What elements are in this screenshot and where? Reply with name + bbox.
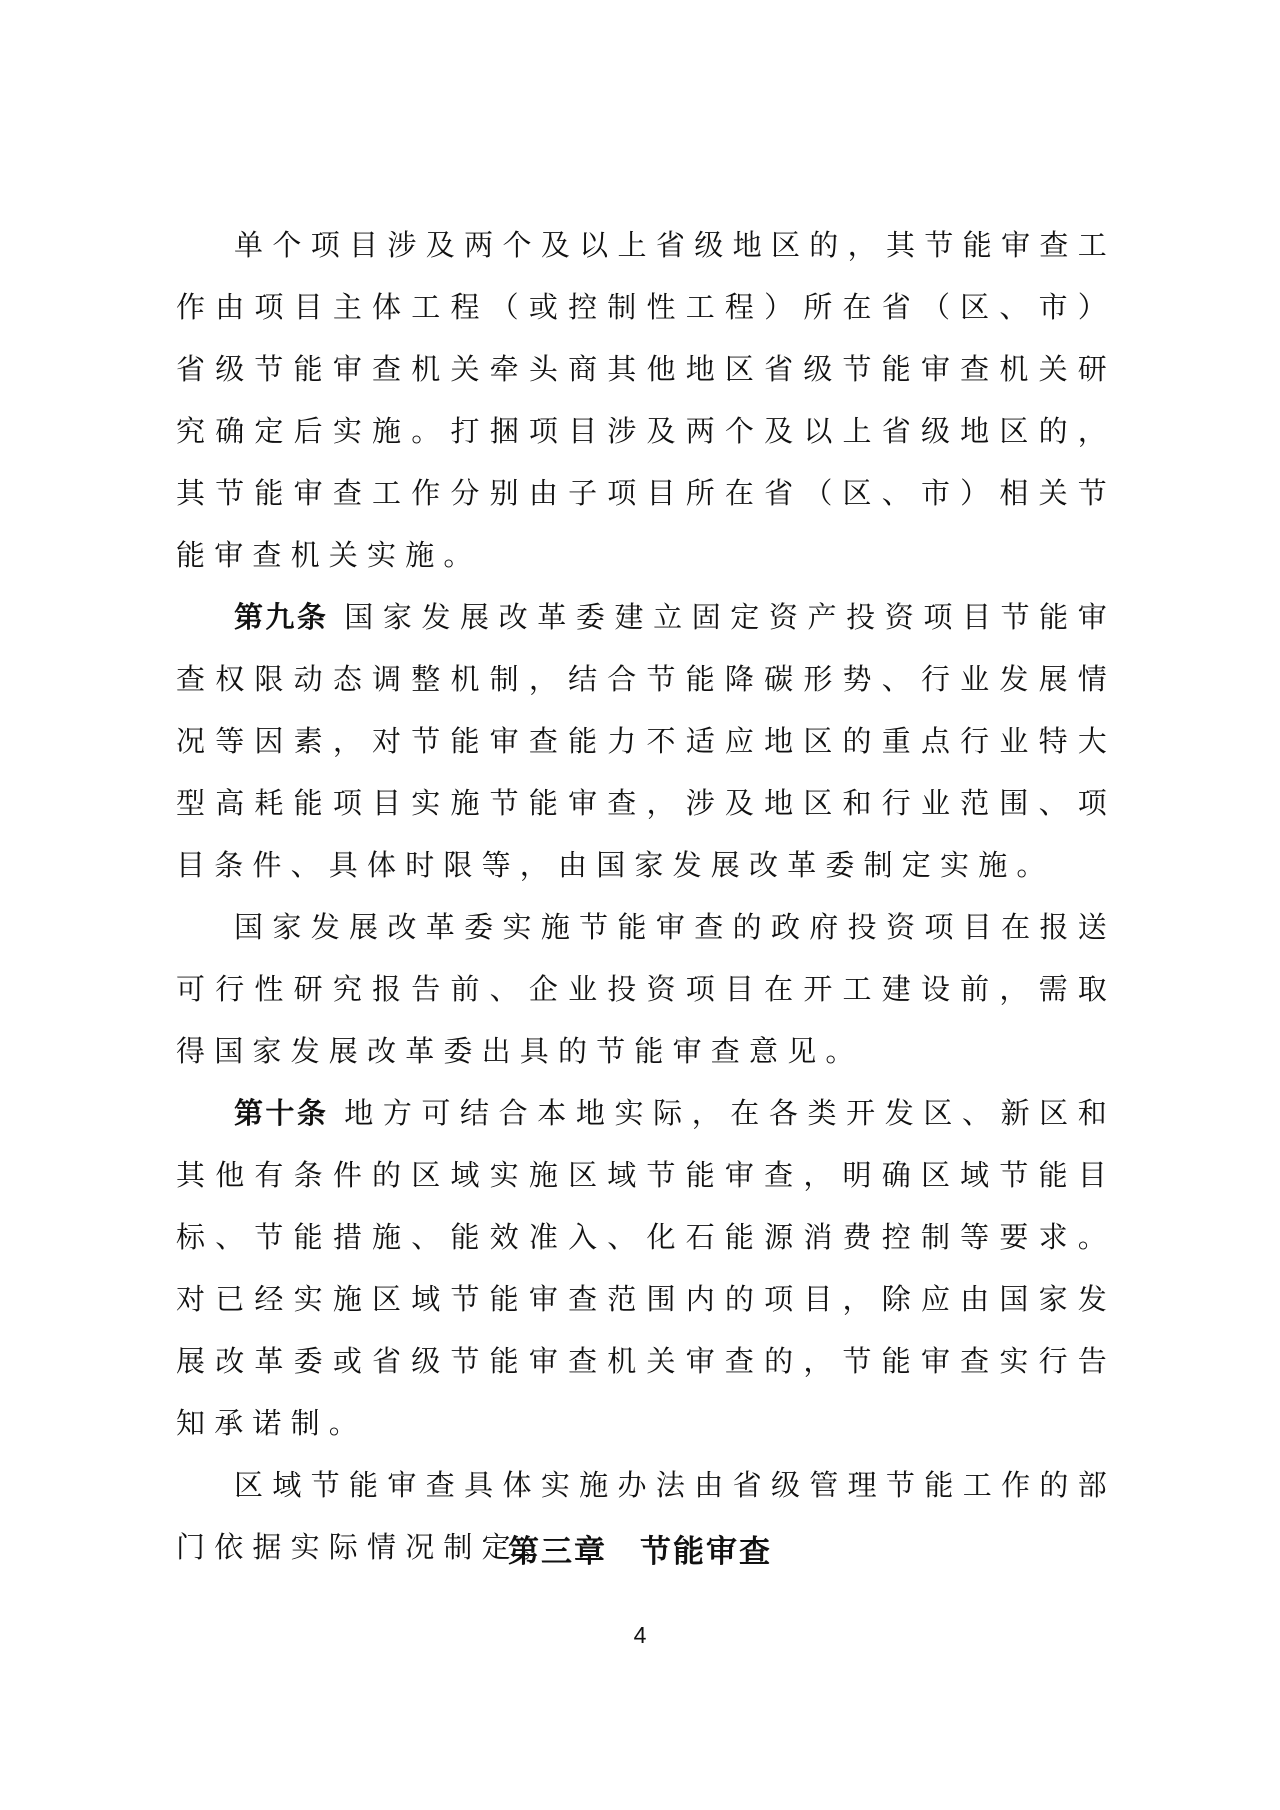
paragraph-article-10 (176, 1082, 1116, 1454)
article-number: 第十条 (234, 1096, 329, 1130)
paragraph-text: 国家发展改革委建立固定资产投资项目节能审查权限动态调整机制，结合节能降碳形势、行业发展情况等因素，对节能审查能力不适应地区的重点行业特大型高耗能项目实施节能审查，涉及地区和行业范围、项目条件、具体时限等，由国家发展改革委制定实施。 (176, 600, 1116, 882)
paragraph-cross-province (176, 214, 1116, 586)
paragraph-text: 地方可结合本地实际，在各类开发区、新区和其他有条件的区域实施区域节能审查，明确区域节能目标、节能措施、能效准入、化石能源消费控制等要求。对已经实施区域节能审查范围内的项目，除应由国家发展改革委或省级节能审查机关审查的，节能审查实行告知承诺制。 (176, 1096, 1116, 1440)
paragraph-text: 国家发展改革委实施节能审查的政府投资项目在报送可行性研究报告前、企业投资项目在开工建设前，需取得国家发展改革委出具的节能审查意见。 (176, 910, 1116, 1068)
chapter-heading: 第三章 节能审查 (508, 1534, 772, 1570)
body-text (176, 214, 1116, 1578)
paragraph-article-9 (176, 586, 1116, 896)
article-number: 第九条 (234, 600, 329, 634)
paragraph-ndrc-review (176, 896, 1116, 1082)
paragraph-text: 单个项目涉及两个及以上省级地区的，其节能审查工作由项目主体工程（或控制性工程）所在省（区、市）省级节能审查机关牵头商其他地区省级节能审查机关研究确定后实施。打捆项目涉及两个及以上省级地区的，其节能审查工作分别由子项目所在省（区、市）相关节能审查机关实施。 (176, 228, 1116, 572)
paragraph-text: 区域节能审查具体实施办法由省级管理节能工作的部门依据实际情况制定。 (176, 1468, 1116, 1564)
page-number: 4 (633, 1622, 647, 1648)
